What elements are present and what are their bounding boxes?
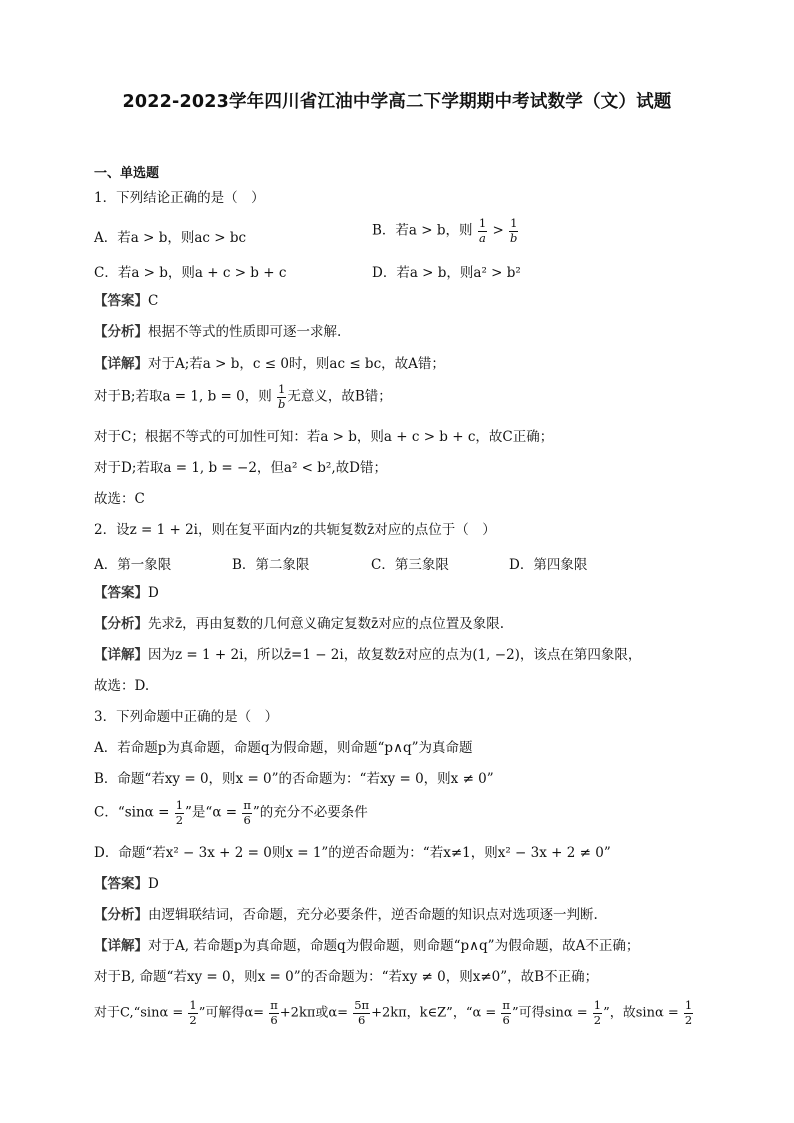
- fraction-1-over-b: [509, 218, 518, 244]
- detail-label: 【详解】: [94, 938, 148, 954]
- q3-option-a: A．若命题p为真命题，命题q为假命题，则命题“p∧q”为真命题: [94, 740, 473, 756]
- choose-label: 故选：: [94, 678, 135, 694]
- frac-num: 1: [593, 998, 602, 1012]
- frac-num: 1: [510, 216, 518, 230]
- q1-detail-4: 对于D;若取a = 1, b = −2，但a² < b²,故D错；: [94, 460, 387, 476]
- frac-den: 2: [175, 812, 184, 827]
- detail-text: 因为z = 1 + 2i，所以z̄=1 − 2i，故复数z̄对应的点为(1, −2)，该点在第四象限，: [148, 647, 642, 663]
- q2-option-c: C．第三象限: [371, 557, 449, 573]
- q1-stem: 1．下列结论正确的是（ ）: [94, 190, 265, 206]
- option-text: ”是“α =: [185, 804, 238, 821]
- q3-detail-1: [94, 937, 639, 955]
- fraction-pi-over-6: [501, 1000, 511, 1026]
- detail-text: +2kπ，k∈Z”，“α =: [371, 1005, 497, 1021]
- q1-detail-3: 对于C；根据不等式的可加性可知：若a > b，则a + c > b + c，故C正确；: [94, 429, 554, 445]
- q2-answer: [94, 584, 159, 602]
- answer-value: D: [148, 876, 159, 892]
- q1-choose: [94, 490, 145, 508]
- analysis-label: 【分析】: [94, 616, 148, 632]
- detail-text: 对于C,“sinα =: [94, 1005, 184, 1021]
- q2-option-d: D．第四象限: [509, 557, 588, 573]
- frac-num: π: [502, 998, 510, 1012]
- frac-den: a: [479, 230, 486, 245]
- choose-value: C: [134, 491, 145, 507]
- option-text: C．“sinα =: [94, 804, 170, 821]
- analysis-text: 根据不等式的性质即可逐一求解.: [148, 324, 342, 340]
- q3-option-b: B．命题“若xy = 0，则x = 0”的否命题为：“若xy = 0，则x ≠ 0”: [94, 771, 494, 787]
- fraction-1-over-a: [478, 218, 487, 244]
- fraction-pi-over-6: [269, 1000, 279, 1026]
- frac-num: π: [243, 798, 251, 812]
- frac-den: b: [510, 230, 518, 245]
- q3-option-d: D．命题“若x² − 3x + 2 = 0则x = 1”的逆否命题为：“若x≠1，则x² − 3x + 2 ≠ 0”: [94, 845, 611, 861]
- analysis-label: 【分析】: [94, 324, 148, 340]
- answer-label: 【答案】: [94, 876, 148, 892]
- choose-value: D.: [134, 678, 150, 694]
- detail-text: ”可得sinα =: [511, 1005, 588, 1021]
- q1-detail-2: [94, 384, 392, 410]
- frac-num: 5π: [354, 998, 370, 1012]
- q3-stem: 3．下列命题中正确的是（ ）: [94, 709, 279, 725]
- q3-detail-2: 对于B, 命题“若xy = 0，则x = 0”的否命题为：“若xy ≠ 0，则x≠0”，故B不正确；: [94, 969, 599, 985]
- detail-text: 对于A;若a > b，c ≤ 0时，则ac ≤ bc，故A错；: [148, 356, 445, 372]
- fraction-1-over-2: [593, 1000, 602, 1026]
- q3-detail-3: [94, 1000, 694, 1026]
- frac-den: 6: [357, 1012, 366, 1027]
- detail-text: +2kπ或α=: [279, 1005, 349, 1021]
- detail-text: ”，故sinα =: [603, 1005, 679, 1021]
- q2-choose: [94, 677, 149, 695]
- answer-value: D: [148, 585, 159, 601]
- q2-analysis: [94, 615, 504, 633]
- choose-label: 故选：: [94, 491, 135, 507]
- fraction-1-over-2: [188, 1000, 197, 1026]
- frac-den: b: [278, 396, 286, 411]
- answer-label: 【答案】: [94, 293, 148, 309]
- q2-stem: 2．设z = 1 + 2i，则在复平面内z的共轭复数z̄对应的点位于（ ）: [94, 522, 496, 538]
- detail-text: ”可解得α=: [198, 1005, 265, 1021]
- answer-value: C: [148, 293, 159, 309]
- section-heading: 一、单选题: [94, 166, 160, 181]
- answer-label: 【答案】: [94, 585, 148, 601]
- detail-text: 对于A, 若命题p为真命题，命题q为假命题，则命题“p∧q”为假命题，故A不正确；: [148, 938, 640, 954]
- q2-option-b: B．第二象限: [232, 557, 310, 573]
- q1-option-b-gt: >: [492, 222, 504, 239]
- frac-den: 2: [684, 1012, 693, 1027]
- fraction-1-over-2: [684, 1000, 693, 1026]
- fraction-1-over-2: [175, 800, 184, 826]
- frac-den: 6: [243, 812, 251, 827]
- analysis-label: 【分析】: [94, 907, 148, 923]
- frac-num: 1: [278, 382, 286, 396]
- frac-num: 1: [478, 216, 487, 230]
- frac-den: 2: [189, 1012, 197, 1027]
- q1-option-b: [372, 218, 519, 244]
- q1-detail-1: [94, 355, 445, 373]
- frac-num: 1: [189, 998, 197, 1012]
- q1-option-a: A．若a > b，则ac > bc: [94, 230, 247, 246]
- fraction-5pi-over-6: [353, 1000, 370, 1026]
- fraction-pi-over-6: [242, 800, 252, 826]
- detail-label: 【详解】: [94, 647, 148, 663]
- frac-den: 2: [593, 1012, 602, 1027]
- detail-text: 对于B;若取a = 1, b = 0，则: [94, 388, 272, 405]
- q1-answer: [94, 292, 158, 310]
- q1-option-c: C．若a > b，则a + c > b + c: [94, 265, 287, 281]
- analysis-text: 由逻辑联结词，否命题，充分必要条件，逆否命题的知识点对选项逐一判断.: [148, 907, 598, 923]
- frac-num: π: [270, 998, 278, 1012]
- page-title: 2022-2023学年四川省江油中学高二下学期期中考试数学（文）试题: [122, 92, 672, 112]
- q1-option-b-prefix: B．若a > b，则: [372, 222, 473, 239]
- q2-option-a: A．第一象限: [94, 557, 172, 573]
- detail-label: 【详解】: [94, 356, 148, 372]
- q1-option-d: D．若a > b，则a² > b²: [372, 265, 521, 281]
- frac-num: 1: [684, 998, 693, 1012]
- frac-den: 6: [502, 1012, 510, 1027]
- q3-option-c: [94, 800, 368, 826]
- q3-analysis: [94, 906, 598, 924]
- frac-num: 1: [175, 798, 184, 812]
- q2-detail: [94, 646, 641, 664]
- fraction-1-over-b: [277, 384, 286, 410]
- detail-text: 无意义，故B错；: [287, 388, 392, 405]
- q3-answer: [94, 875, 159, 893]
- option-text: ”的充分不必要条件: [252, 804, 368, 821]
- analysis-text: 先求z̄，再由复数的几何意义确定复数z̄对应的点位置及象限.: [148, 616, 505, 632]
- q1-analysis: [94, 323, 341, 341]
- frac-den: 6: [270, 1012, 278, 1027]
